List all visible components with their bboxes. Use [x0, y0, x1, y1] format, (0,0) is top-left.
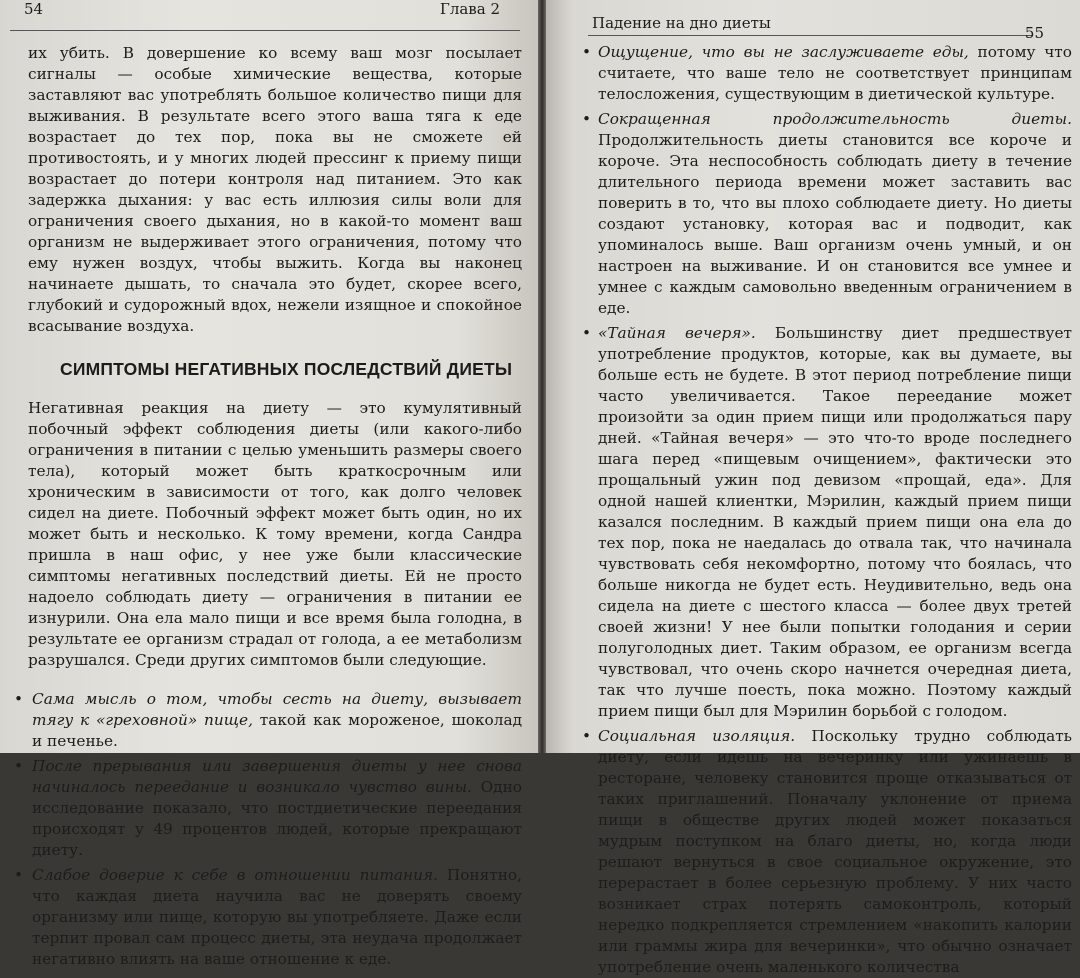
bullet-icon: • [14, 866, 24, 884]
right-bullet-list [578, 42, 1072, 978]
left-bullet-list [10, 689, 522, 970]
book-gutter [538, 0, 546, 753]
list-item: • Сокращенная продолжительность диеты. Продолжительность диеты становится все короче и короче. Эта неспособность соблюдать диету в течение длительного периода времени может заставить вас поверить в то, что вы плохо соблюдаете диету. Но диеты создают установку, которая вас и подводит, как упоминалось выше. Ваш организм очень умный, и он настроен на выживание. И он становится все умнее и умнее с каждым самовольно введенным ограничением в еде. [582, 110, 1072, 317]
section-heading: СИМПТОМЫ НЕГАТИВНЫХ ПОСЛЕДСТВИЙ ДИЕТЫ [60, 359, 513, 379]
bullet-icon: • [582, 110, 592, 128]
bullet-icon: • [582, 43, 592, 61]
list-item: • «Тайная вечеря». Большинству диет предшествует употребление продуктов, которые, как вы думаете, вы больше есть не будете. В этот период потребление пищи часто увеличивается. Такое переедание может произойти за один прием пищи или продолжаться пару дней. «Тайная вечеря» — это что-то вроде последнего шага перед «пищевым очищением», фактически это прощальный ужин под девизом «прощай, еда». Для одной нашей клиентки, Мэрилин, каждый прием пищи казался последним. В каждый прием пищи она ела до тех пор, пока не наедалась до отвала так, что начинала чувствовать себя некомфортно, потому что боялась, что больше никогда не будет есть. Неудивительно, ведь она сидела на диете с шестого класса — более двух третей своей жизни! У нее были попытки голодания и серии полуголодных диет. Таким образом, ее организм всегда чувствовал, что очень скоро начнется очередная диета, так что лучше поесть, пока можно. Поэтому каждый прием пищи был для Мэрилин борьбой с голодом. [582, 324, 1072, 720]
left-page-number: 54 [24, 0, 44, 18]
chapter-label: Глава 2 [439, 0, 500, 18]
bullet-icon: • [582, 324, 592, 342]
list-item: • Социальная изоляция. Поскольку трудно соблюдать диету, если идешь на вечеринку или ужинаешь в ресторане, человеку становится проще отказываться от таких приглашений. Поначалу уклонение от приема пищи в обществе других людей может показаться мудрым поступком на благо диеты, но, когда люди решают вернуться в свое социальное окружение, это перерастает в более серьезную проблему. У них часто возникает страх потерять самоконтроль, который нередко подкрепляется стремлением «накопить калории или граммы жира для вечеринки», что обычно означает употребление очень маленького количества [582, 727, 1072, 976]
right-page-header [578, 0, 1072, 42]
intro-paragraph: их убить. В довершение ко всему ваш мозг посылает сигналы — особые химические вещества, которые заставляют вас употреблять большое количество пищи для выживания. В результате всего этого ваша тяга к еде возрастает до тех пор, пока вы не сможете ей противостоять, и у многих людей прессинг к приему пищи возрастает до потери контроля над питанием. Это как задержка дыхания: у вас есть иллюзия силы воли для ограничения своего дыхания, но в какой-то момент ваш организм не выдерживает этого ограничения, потому что ему нужен воздух, чтобы выжить. Когда вы наконец начинаете дышать, то сначала это будет, скорее всего, глубокий и судорожный вдох, нежели изящное и спокойное всасывание воздуха. [28, 44, 522, 335]
bullet-icon: • [14, 690, 24, 708]
right-page [546, 0, 1080, 976]
bullet-icon: • [14, 757, 24, 775]
list-item: • Слабое доверие к себе в отношении питания. Понятно, что каждая диета научила вас не доверять своему организму или пище, которую вы употребляете. Даже если терпит провал сам процесс диеты, эта неудача продолжает негативно влиять на ваше отношение к еде. [14, 866, 522, 968]
section-paragraph: Негативная реакция на диету — это кумулятивный побочный эффект соблюдения диеты (или какого-либо ограничения в питании с целью уменьшить размеры своего тела), который может быть краткосрочным или хроническим в зависимости от того, как долго человек сидел на диете. Побочный эффект может быть один, но их может быть и несколько. К тому времени, когда Сандра пришла в наш офис, у нее уже были классические симптомы негативных последствий диеты. Ей не просто надоело соблюдать диету — ограничения в питании ее изнурили. Она ела мало пищи и все время была голодна, в результате ее организм страдал от голода, а ее метаболизм разрушался. Среди других симптомов были следующие. [28, 399, 522, 669]
right-page-number: 55 [1024, 24, 1044, 42]
running-head: Падение на дно диеты [592, 14, 771, 32]
header-rule [588, 35, 1032, 36]
list-item: • Сама мысль о том, чтобы сесть на диету, вызывает тягу к «греховной» пище, такой как мороженое, шоколад и печенье. [14, 690, 523, 750]
left-page-header [10, 0, 520, 31]
bullet-icon: • [582, 727, 592, 745]
left-page [0, 0, 538, 968]
list-item: • После прерывания или завершения диеты у нее снова начиналось переедание и возникало чувство вины. Одно исследование показало, что постдиетические переедания происходят у 49 процентов людей, которые прекращают диету. [14, 757, 522, 859]
list-item: • Ощущение, что вы не заслуживаете еды, потому что считаете, что ваше тело не соответствует принципам телосложения, существующим в диетической культуре. [582, 43, 1072, 103]
